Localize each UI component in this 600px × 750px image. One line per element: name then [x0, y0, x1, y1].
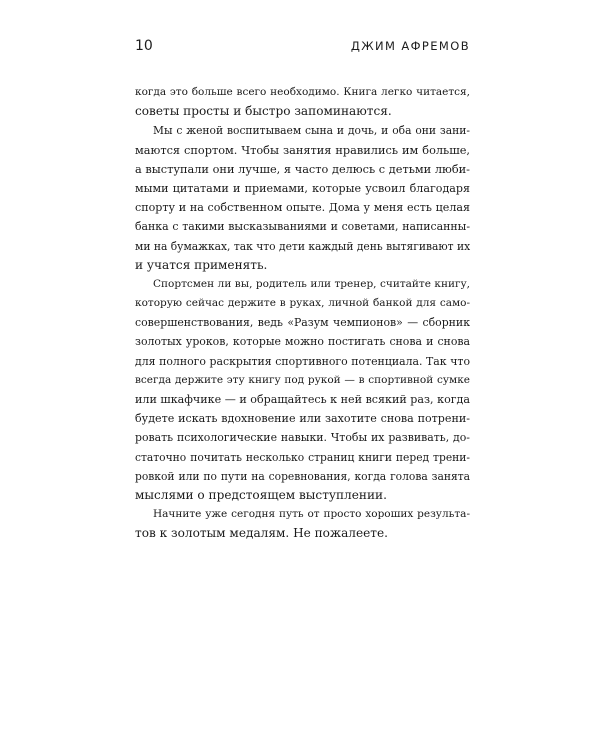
- text-line: всегда держите эту книгу под рукой — в спортивной сумке: [135, 373, 470, 386]
- paragraph-1: [135, 83, 470, 121]
- text-line: тов к золотым медалям. Не пожалеете.: [135, 526, 388, 541]
- text-line: или шкафчике — и обращайтесь к ней всякий раз, когда: [135, 393, 470, 406]
- text-line: золотых уроков, которые можно постигать снова и снова: [135, 335, 470, 349]
- text-line: статочно почитать несколько страниц книги перед трени-: [135, 450, 470, 464]
- paragraph-2: [135, 121, 470, 275]
- page-number: 10: [135, 38, 153, 54]
- running-title-author: ДЖИМ АФРЕМОВ: [350, 39, 470, 53]
- paragraph-3: [135, 275, 470, 505]
- text-line: и учатся применять.: [135, 257, 268, 272]
- text-line: мыслями о предстоящем выступлении.: [135, 487, 387, 502]
- paragraph-4: [135, 505, 470, 543]
- running-header: [135, 38, 470, 58]
- text-line: спорту и на собственном опыте. Дома у меня есть целая: [135, 201, 470, 215]
- text-line: когда это больше всего необходимо. Книга легко читается,: [135, 86, 470, 98]
- text-line: ровать психологические навыки. Чтобы их развивать, до-: [135, 431, 470, 445]
- text-line: которую сейчас держите в руках, личной банкой для само-: [135, 297, 470, 310]
- text-line: банка с такими высказываниями и советами, написанны-: [135, 220, 470, 234]
- text-line: а выступали они лучше, я часто делюсь с детьми люби-: [135, 162, 470, 176]
- text-line: будете искать вдохновение или захотите снова потрени-: [135, 412, 470, 426]
- text-line: ми на бумажках, так что дети каждый день вытягивают их: [135, 239, 471, 253]
- text-line: ровкой или по пути на соревнования, когда голова занята: [135, 469, 470, 483]
- text-line: советы просты и быстро запоминаются.: [135, 104, 392, 119]
- text-line: маются спортом. Чтобы занятия нравились им больше,: [135, 143, 470, 157]
- body-text: [135, 83, 470, 544]
- text-line: совершенствования, ведь «Разум чемпионов» — сборник: [135, 316, 470, 330]
- text-line: для полного раскрытия спортивного потенциала. Так что: [135, 354, 470, 368]
- text-line: Начните уже сегодня путь от просто хороших результа-: [153, 508, 470, 521]
- text-line: Мы с женой воспитываем сына и дочь, и оба они зани-: [153, 124, 470, 138]
- text-line: мыми цитатами и приемами, которые усвоил благодаря: [135, 181, 470, 195]
- text-line: Спортсмен ли вы, родитель или тренер, считайте книгу,: [153, 277, 470, 290]
